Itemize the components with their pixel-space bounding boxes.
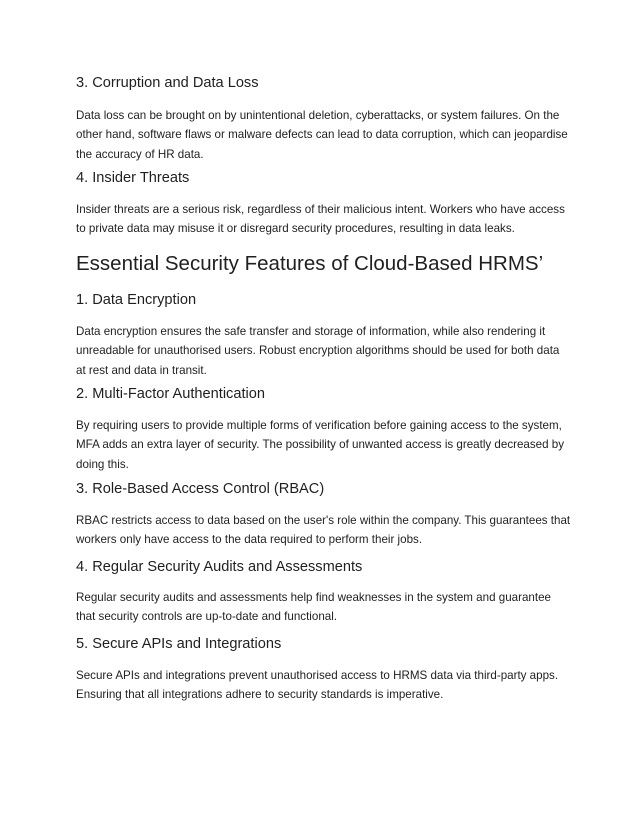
feature-heading: 5. Secure APIs and Integrations [76,636,282,652]
feature-paragraph: RBAC restricts access to data based on the user's role within the company. This guarantees that workers only have access to the data required to perform their jobs. [76,514,571,547]
feature-data-encryption-body [76,322,572,380]
feature-secure-apis-body [76,666,572,705]
feature-paragraph: Secure APIs and integrations prevent unauthorised access to HRMS data via third-party apps. Ensuring that all integrations adhere to security standards is imperative. [76,669,559,702]
feature-heading: 1. Data Encryption [76,292,197,308]
feature-paragraph: Regular security audits and assessments help find weaknesses in the system and guarantee that security controls are up-to-date and functional. [76,591,551,624]
feature-audits-body [76,588,572,627]
feature-heading: 4. Regular Security Audits and Assessments [76,559,363,575]
feature-heading: 3. Role-Based Access Control (RBAC) [76,481,325,497]
feature-paragraph: By requiring users to provide multiple forms of verification before gaining access to the system, MFA adds an extra layer of security. The possibility of unwanted access is greatly decreased by doing this. [76,419,565,471]
feature-rbac-body [76,511,572,550]
feature-data-encryption [76,291,196,309]
section-insider-threats [76,169,189,187]
feature-heading: 2. Multi-Factor Authentication [76,386,265,402]
feature-rbac [76,480,324,498]
section-paragraph: Insider threats are a serious risk, regardless of their malicious intent. Workers who have access to private data may misuse it or disregard security procedures, resulting in data leaks. [76,203,565,236]
section-paragraph: Data loss can be brought on by unintentional deletion, cyberattacks, or system failures. On the other hand, software flaws or malware defects can lead to data corruption, which can jeopardise the accuracy of HR data. [76,109,568,161]
section-corruption-data-loss [76,74,259,92]
feature-audits [76,558,362,576]
main-heading-block [76,252,543,276]
section-heading: 4. Insider Threats [76,170,190,186]
feature-paragraph: Data encryption ensures the safe transfer and storage of information, while also rendering it unreadable for unauthorised users. Robust encryption algorithms should be used for both data at rest and data in transit. [76,325,560,377]
section-corruption-data-loss-body [76,106,572,164]
feature-mfa-body [76,416,572,474]
feature-mfa [76,385,265,403]
feature-secure-apis [76,635,281,653]
main-heading: Essential Security Features of Cloud-Based HRMS’ [76,252,544,275]
section-insider-threats-body [76,200,572,239]
section-heading: 3. Corruption and Data Loss [76,75,259,91]
